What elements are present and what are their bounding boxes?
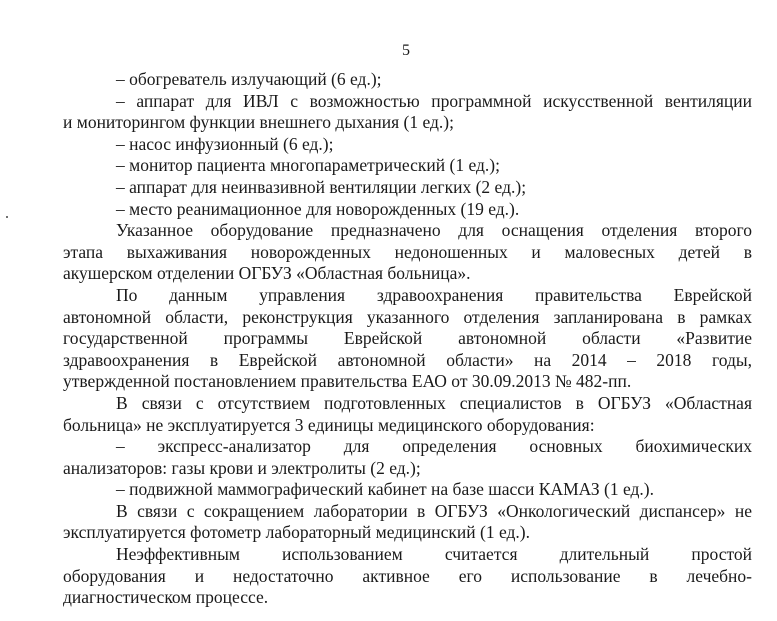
text-line: В связи с сокращением лаборатории в ОГБУЗ «Онкологический диспансер» не [116, 500, 752, 521]
text-line: больница» не эксплуатируется 3 единицы медицинского оборудования: [63, 414, 595, 435]
page-number: 5 [402, 42, 410, 59]
text-line: – аппарат для ИВЛ с возможностью программной искусственной вентиляции [116, 90, 752, 111]
scan-speck [6, 216, 8, 218]
text-line: – монитор пациента многопараметрический (1 ед.); [116, 155, 500, 176]
document-body [63, 69, 752, 609]
text-line: этапа выхаживания новорожденных недоношенных и маловесных детей в [63, 241, 752, 262]
text-line: и мониторингом функции внешнего дыхания (1 ед.); [63, 112, 454, 133]
text-line: – аппарат для неинвазивной вентиляции легких (2 ед.); [116, 176, 527, 197]
text-line: автономной области, реконструкция указанного отделения запланирована в рамках [63, 306, 752, 327]
text-line: Неэффективным использованием считается длительный простой [116, 544, 752, 565]
text-line: утвержденной постановлением правительства ЕАО от 30.09.2013 № 482-пп. [63, 371, 632, 392]
text-line: – подвижной маммографический кабинет на базе шасси КАМАЗ (1 ед.). [116, 479, 654, 500]
text-line: акушерском отделении ОГБУЗ «Областная больница». [63, 263, 471, 284]
text-line: здравоохранения в Еврейской автономной области» на 2014 – 2018 годы, [63, 349, 752, 370]
text-line: диагностическом процессе. [63, 587, 269, 608]
text-line: – насос инфузионный (6 ед.); [116, 133, 334, 154]
text-line: государственной программы Еврейской автономной области «Развитие [63, 328, 752, 349]
text-line: оборудования и недостаточно активное его использование в лечебно- [63, 565, 752, 586]
text-line: – экспресс-анализатор для определения основных биохимических [116, 436, 752, 457]
text-line: – место реанимационное для новорожденных (19 ед.). [116, 198, 520, 219]
text-line: анализаторов: газы крови и электролиты (2 ед.); [63, 457, 421, 478]
text-line: – обогреватель излучающий (6 ед.); [116, 69, 382, 89]
text-line: По данным управления здравоохранения правительства Еврейской [116, 284, 752, 305]
text-line: эксплуатируется фотометр лабораторный медицинский (1 ед.). [63, 522, 530, 543]
text-line: В связи с отсутствием подготовленных специалистов в ОГБУЗ «Областная [116, 392, 752, 413]
text-line: Указанное оборудование предназначено для оснащения отделения второго [116, 220, 752, 241]
